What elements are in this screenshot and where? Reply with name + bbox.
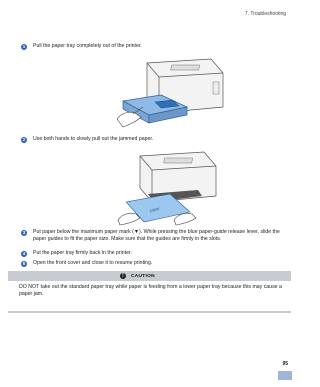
step-number: 5 <box>22 260 26 266</box>
step-number: 2 <box>22 136 26 142</box>
step-5 <box>21 260 287 267</box>
caution-header-bar <box>8 271 291 281</box>
printer-tray-pull-illustration <box>115 57 225 129</box>
step-text: Pull the paper tray completely out of the printer. <box>33 43 142 49</box>
caution-bottom-rule <box>8 311 291 313</box>
exclamation-icon: ! <box>120 273 126 279</box>
step-2 <box>21 136 287 143</box>
step-text: Open the front cover and close it to resume printing. <box>33 260 153 266</box>
step-number: 4 <box>22 250 26 256</box>
jammed-paper-removal-illustration <box>112 150 220 226</box>
page-tab-marker <box>278 371 292 380</box>
svg-text:paper: paper <box>149 205 161 213</box>
step-text: Put the paper tray firmly back in the printer. <box>33 250 132 256</box>
caution-label: CAUTION <box>131 273 155 279</box>
step-3 <box>21 229 287 242</box>
chapter-header: 7. Troubleshooting <box>244 11 286 17</box>
step-number: 3 <box>22 229 26 235</box>
step-1 <box>21 43 287 50</box>
step-number: 1 <box>22 43 26 49</box>
page-number: 95 <box>282 361 288 367</box>
step-4 <box>21 250 287 257</box>
step-text: Use both hands to slowly pull out the jammed paper. <box>33 136 154 142</box>
caution-text: DO NOT take out the standard paper tray while paper is feeding from a lower paper tray because this may cause a paper jam. <box>19 284 282 297</box>
step-text: Put paper below the maximum paper mark (▼). While pressing the blue paper-guide release lever, slide the paper guides to fit the paper size. Make sure that the guides are firmly in the slots. <box>33 229 280 242</box>
